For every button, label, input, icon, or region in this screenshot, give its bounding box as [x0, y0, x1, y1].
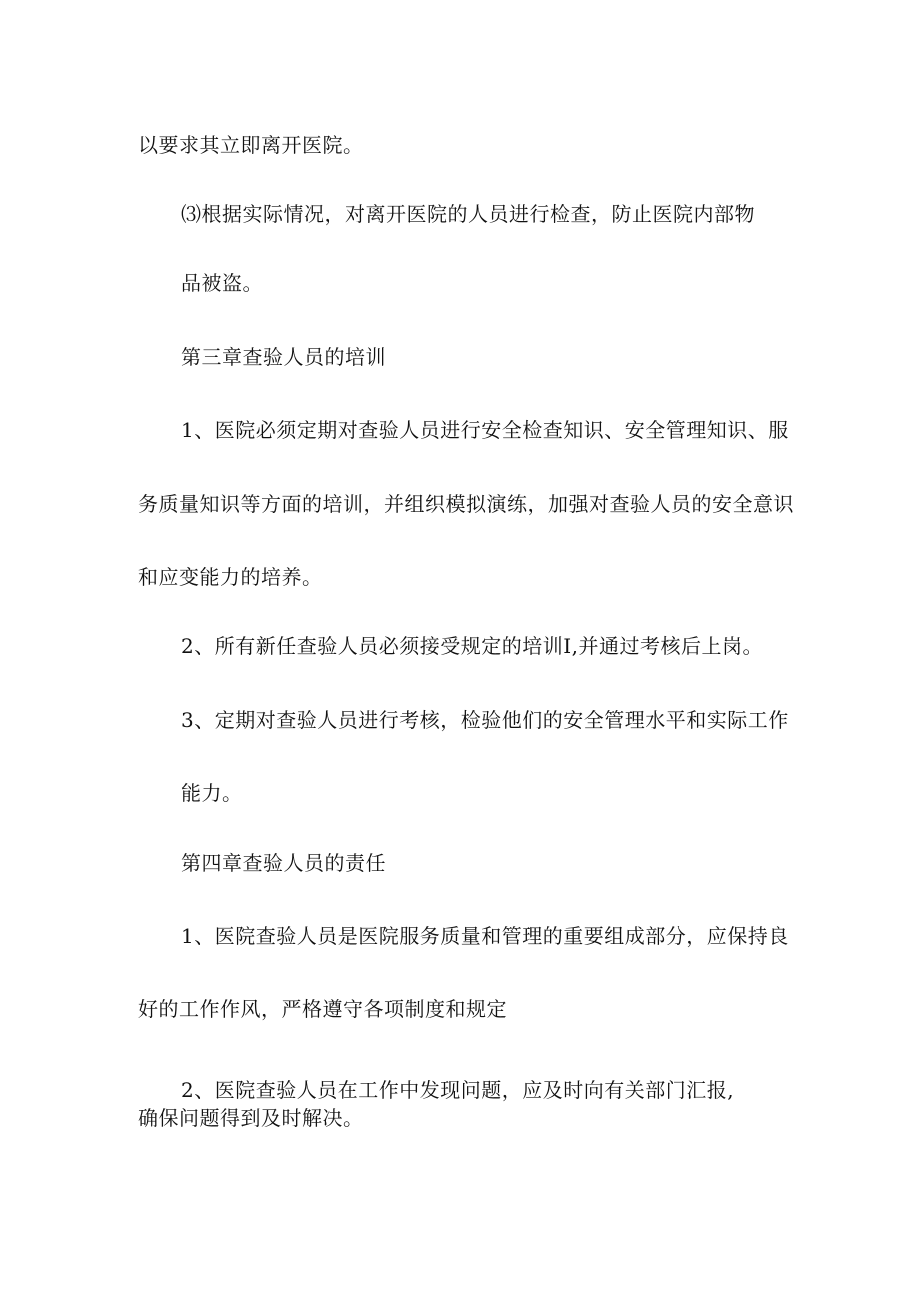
text-line-10: 能力。 — [181, 781, 243, 805]
text-line-2: ⑶根据实际情况，对离开医院的人员进行检查，防止医院内部物 — [181, 202, 755, 226]
text-line-13: 好的工作作风，严格遵守各项制度和规定 — [138, 997, 507, 1021]
text-line-1: 以要求其立即离开医院。 — [138, 133, 364, 157]
text-line-12: 1、医院查验人员是医院服务质量和管理的重要组成部分，应保持良 — [181, 924, 789, 948]
text-line-7: 和应变能力的培养。 — [138, 565, 323, 589]
text-line-3: 品被盗。 — [181, 271, 263, 295]
chapter-4-heading: 第四章查验人员的责任 — [181, 851, 386, 875]
text-line-8: 2、所有新任查验人员必须接受规定的培训I,并通过考核后上岗。 — [181, 634, 763, 658]
text-line-14: 2、医院查验人员在工作中发现问题，应及时向有关部门汇报, — [181, 1078, 735, 1102]
text-line-5: 1、医院必须定期对查验人员进行安全检查知识、安全管理知识、服 — [181, 418, 789, 442]
text-line-9: 3、定期对查验人员进行考核，检验他们的安全管理水平和实际工作 — [181, 708, 789, 732]
text-line-6: 务质量知识等方面的培训，并组织模拟演练，加强对查验人员的安全意识 — [138, 492, 794, 516]
text-line-15: 确保问题得到及时解决。 — [138, 1106, 364, 1130]
chapter-3-heading: 第三章查验人员的培训 — [181, 345, 386, 369]
